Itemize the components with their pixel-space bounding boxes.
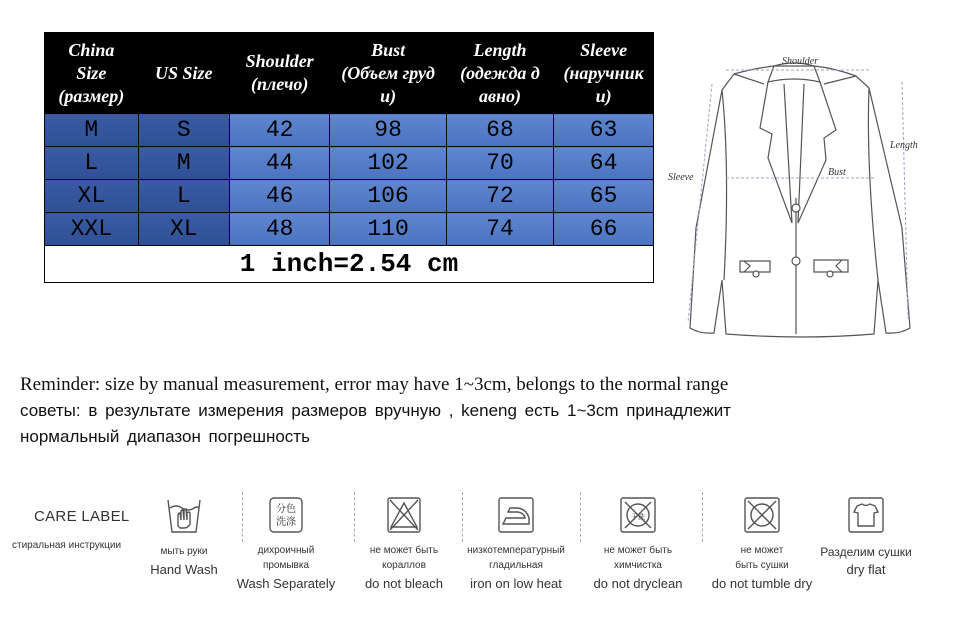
table-row	[45, 213, 654, 246]
size-chart-table	[44, 32, 654, 283]
cell-bust: 110	[330, 213, 446, 246]
no-bleach-icon	[384, 494, 424, 538]
svg-text:洗涤: 洗涤	[276, 517, 296, 528]
table-row	[45, 180, 654, 213]
cell-china-size: XL	[45, 180, 139, 213]
cell-us-size: M	[138, 147, 229, 180]
care-item-english: dry flat	[846, 562, 886, 577]
cell-bust: 102	[330, 147, 446, 180]
iron-low-heat-icon	[496, 494, 536, 538]
cell-us-size: L	[138, 180, 229, 213]
care-item-no-bleach: не может быть кораллов do not bleach	[344, 494, 464, 594]
cell-shoulder: 48	[229, 213, 330, 246]
header-us-size: US Size	[138, 33, 229, 114]
care-item-hand-wash: мыть руки Hand Wash	[124, 494, 244, 580]
care-item-no-tumble-dry: не может быть сушки do not tumble dry	[702, 494, 822, 594]
care-item-english: Hand Wash	[150, 562, 218, 577]
care-item-english: iron on low heat	[470, 576, 562, 591]
cell-sleeve: 66	[554, 213, 654, 246]
reminder-russian-line-1: советы: в результате измерения размеров вручную , keneng есть 1~3cm принадлежит	[20, 401, 731, 420]
reminder-russian-line-2: нормальный диапазон погрешность	[20, 427, 310, 446]
cell-sleeve: 65	[554, 180, 654, 213]
care-item-wash-separately: 分色 洗涤 дихроичный промывка Wash Separately	[226, 494, 346, 594]
no-tumble-dry-icon	[742, 494, 782, 538]
table-row	[45, 147, 654, 180]
header-china-size: China Size (размер)	[45, 33, 139, 114]
care-item-iron-low-heat: низкотемпературный гладильная iron on low heat	[456, 494, 576, 594]
cell-shoulder: 46	[229, 180, 330, 213]
care-label-subtitle: стиральная инструкции	[12, 540, 122, 551]
jacket-measurement-diagram	[664, 48, 944, 348]
cell-china-size: XXL	[45, 213, 139, 246]
cell-china-size: L	[45, 147, 139, 180]
dry-flat-icon	[846, 494, 886, 538]
cell-shoulder: 44	[229, 147, 330, 180]
cell-bust: 98	[330, 114, 446, 147]
header-sleeve: Sleeve (наручник и)	[554, 33, 654, 114]
cell-shoulder: 42	[229, 114, 330, 147]
header-length: Length (одежда д авно)	[446, 33, 553, 114]
table-row	[45, 114, 654, 147]
care-item-no-dryclean: 干洗 не может быть химчистка do not dryclean	[578, 494, 698, 594]
cell-us-size: XL	[138, 213, 229, 246]
care-item-english: Wash Separately	[236, 576, 336, 591]
sleeve-label: Sleeve	[668, 172, 694, 183]
table-header-row	[45, 33, 654, 114]
care-item-english: do not dryclean	[593, 576, 683, 591]
care-item-english: do not bleach	[364, 576, 444, 591]
care-item-english: do not tumble dry	[711, 576, 813, 591]
svg-text:干洗: 干洗	[631, 513, 645, 521]
cell-length: 68	[446, 114, 553, 147]
bust-label: Bust	[828, 167, 846, 178]
cell-length: 74	[446, 213, 553, 246]
cell-sleeve: 63	[554, 114, 654, 147]
cell-length: 72	[446, 180, 553, 213]
hand-wash-icon	[164, 494, 204, 538]
care-label-title: CARE LABEL	[34, 508, 130, 525]
header-bust: Bust (Объем груд и)	[330, 33, 446, 114]
no-dryclean-icon	[618, 494, 658, 538]
measurement-reminder	[20, 372, 950, 450]
cell-us-size: S	[138, 114, 229, 147]
svg-text:分色: 分色	[276, 504, 296, 515]
inch-conversion-note: 1 inch=2.54 cm	[45, 246, 654, 283]
cell-length: 70	[446, 147, 553, 180]
cell-sleeve: 64	[554, 147, 654, 180]
cell-bust: 106	[330, 180, 446, 213]
cell-china-size: M	[45, 114, 139, 147]
wash-separately-icon	[266, 494, 306, 538]
length-label: Length	[890, 140, 918, 151]
shoulder-label: Shoulder	[782, 56, 819, 67]
header-shoulder: Shoulder (плечо)	[229, 33, 330, 114]
conversion-row	[45, 246, 654, 283]
reminder-english: Reminder: size by manual measurement, error may have 1~3cm, belongs to the normal range	[20, 374, 729, 395]
care-item-dry-flat: Разделим сушки dry flat	[806, 494, 926, 580]
